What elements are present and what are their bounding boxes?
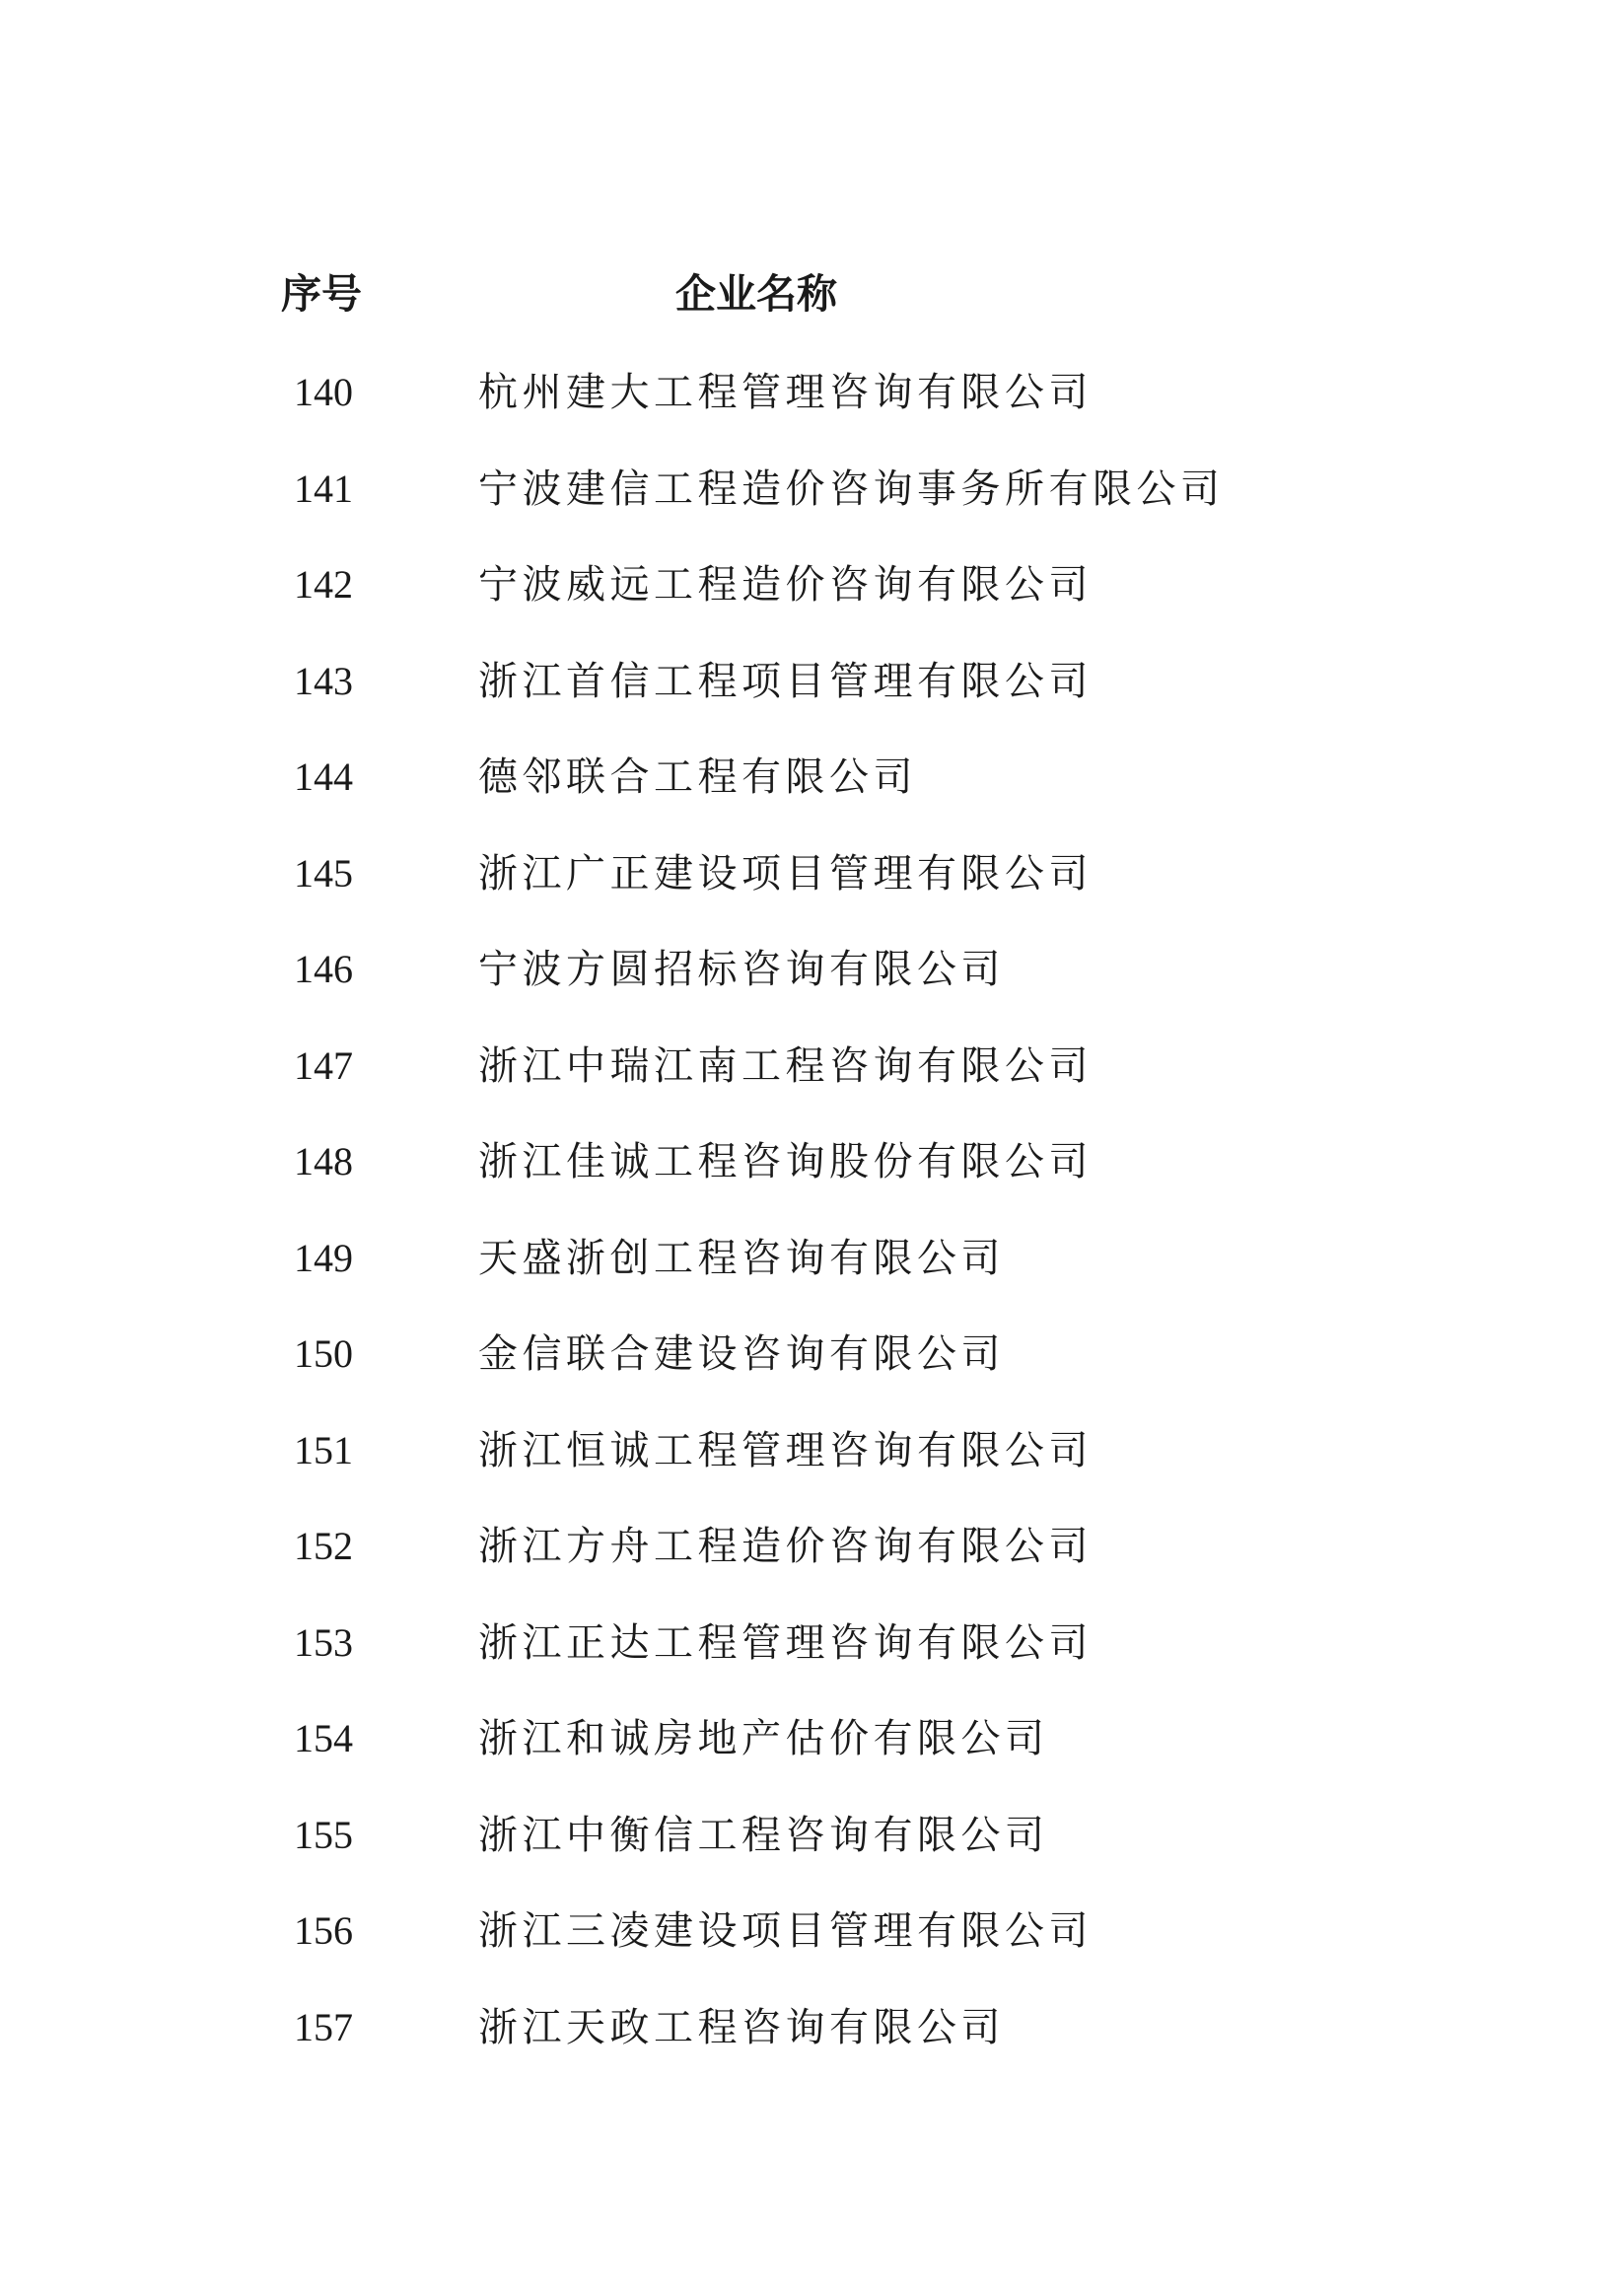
row-seq: 145: [294, 850, 353, 896]
row-seq: 151: [294, 1427, 353, 1472]
row-seq: 148: [294, 1139, 353, 1183]
row-company-name: 金信联合建设咨询有限公司: [478, 1331, 1005, 1377]
header-seq-label: 序号: [281, 270, 362, 318]
header-name-label: 企业名称: [675, 270, 837, 318]
table-row: [0, 748, 1624, 844]
table-row: [0, 1421, 1624, 1518]
table-row: [0, 1998, 1624, 2095]
table-row: [0, 363, 1624, 460]
row-seq: 150: [294, 1331, 353, 1376]
row-seq: 144: [294, 754, 353, 799]
table-row: [0, 1325, 1624, 1421]
row-company-name: 宁波建信工程造价咨询事务所有限公司: [478, 466, 1225, 512]
table-row: [0, 1229, 1624, 1326]
row-company-name: 浙江中瑞江南工程咨询有限公司: [478, 1042, 1093, 1089]
row-seq: 146: [294, 947, 353, 991]
row-seq: 142: [294, 562, 353, 607]
row-seq: 156: [294, 1908, 353, 1953]
table-row: [0, 555, 1624, 652]
row-seq: 147: [294, 1042, 353, 1088]
table-row: [0, 1517, 1624, 1613]
table-row: [0, 1132, 1624, 1229]
table-row: [0, 460, 1624, 556]
row-company-name: 宁波方圆招标咨询有限公司: [478, 947, 1005, 992]
row-seq: 140: [294, 370, 353, 414]
row-seq: 154: [294, 1716, 353, 1760]
table-row: [0, 1709, 1624, 1806]
row-company-name: 浙江三凌建设项目管理有限公司: [478, 1908, 1093, 1954]
row-company-name: 浙江和诚房地产估价有限公司: [478, 1716, 1049, 1761]
row-company-name: 浙江正达工程管理咨询有限公司: [478, 1619, 1093, 1666]
row-seq: 153: [294, 1619, 353, 1665]
row-company-name: 浙江方舟工程造价咨询有限公司: [478, 1524, 1093, 1569]
row-company-name: 浙江天政工程咨询有限公司: [478, 2004, 1005, 2050]
row-company-name: 宁波威远工程造价咨询有限公司: [478, 562, 1093, 608]
row-seq: 152: [294, 1524, 353, 1568]
table-row: [0, 652, 1624, 749]
row-company-name: 杭州建大工程管理咨询有限公司: [478, 370, 1093, 415]
company-list: [0, 363, 1624, 2094]
table-row: [0, 844, 1624, 941]
row-seq: 155: [294, 1812, 353, 1857]
row-company-name: 天盛浙创工程咨询有限公司: [478, 1235, 1005, 1281]
row-company-name: 浙江广正建设项目管理有限公司: [478, 850, 1093, 896]
table-header: [0, 264, 1624, 323]
table-row: [0, 1901, 1624, 1998]
row-company-name: 浙江佳诚工程咨询股份有限公司: [478, 1139, 1093, 1184]
row-seq: 149: [294, 1235, 353, 1280]
row-seq: 141: [294, 466, 353, 511]
row-company-name: 浙江中衡信工程咨询有限公司: [478, 1812, 1049, 1858]
table-row: [0, 940, 1624, 1037]
row-company-name: 浙江首信工程项目管理有限公司: [478, 658, 1093, 704]
row-seq: 143: [294, 658, 353, 703]
table-row: [0, 1613, 1624, 1710]
row-seq: 157: [294, 2004, 353, 2049]
row-company-name: 德邻联合工程有限公司: [478, 754, 917, 800]
row-company-name: 浙江恒诚工程管理咨询有限公司: [478, 1427, 1093, 1473]
table-row: [0, 1037, 1624, 1133]
table-row: [0, 1806, 1624, 1902]
